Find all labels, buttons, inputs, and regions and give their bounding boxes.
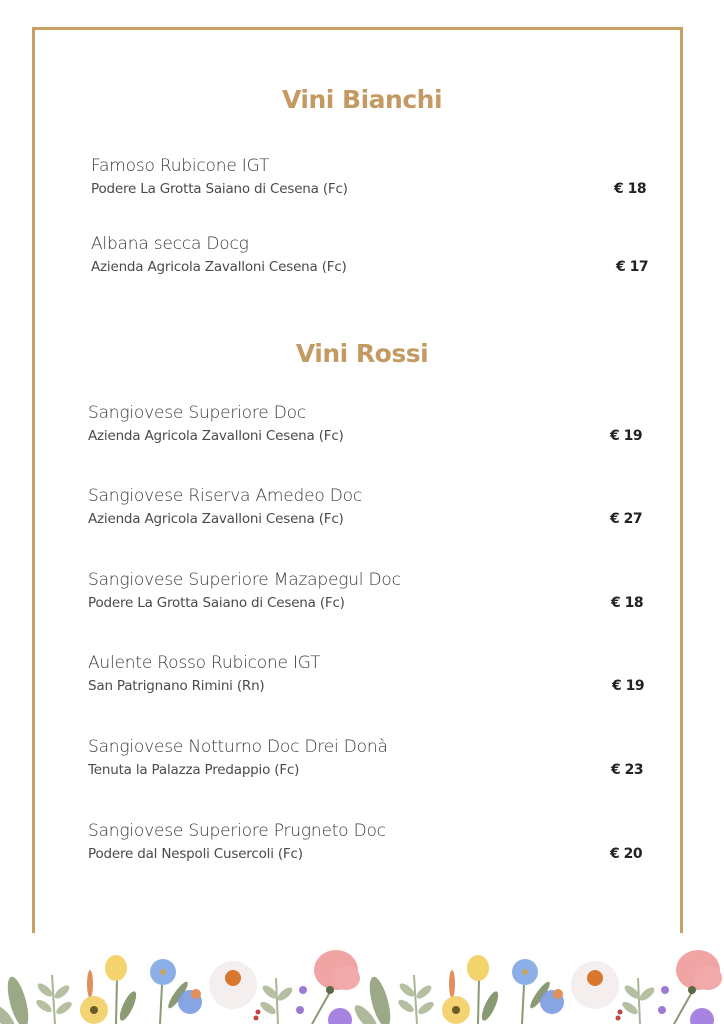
- wine-price: € 19: [612, 678, 645, 694]
- wine-producer: Azienda Agricola Zavalloni Cesena (Fc): [91, 259, 347, 275]
- section-title-vini-rossi: Vini Rossi: [295, 339, 429, 368]
- section-title-vini-bianchi: Vini Bianchi: [281, 85, 443, 114]
- wine-producer: Azienda Agricola Zavalloni Cesena (Fc): [88, 428, 344, 444]
- wine-producer: Podere La Grotta Saiano di Cesena (Fc): [91, 181, 348, 197]
- wine-name: Albana secca Docg: [91, 234, 249, 254]
- wine-price: € 18: [611, 595, 644, 611]
- wine-price: € 27: [610, 511, 643, 527]
- wine-name: Sangiovese Superiore Doc: [88, 403, 306, 423]
- wine-price: € 23: [611, 762, 644, 778]
- wine-name: Famoso Rubicone IGT: [91, 156, 270, 176]
- wine-name: Sangiovese Riserva Amedeo Doc: [88, 486, 363, 506]
- wine-name: Aulente Rosso Rubicone IGT: [88, 653, 321, 673]
- wine-producer: Tenuta la Palazza Predappio (Fc): [88, 762, 300, 778]
- wine-producer: Podere La Grotta Saiano di Cesena (Fc): [88, 595, 345, 611]
- wine-producer: Podere dal Nespoli Cusercoli (Fc): [88, 846, 303, 862]
- wine-producer: Azienda Agricola Zavalloni Cesena (Fc): [88, 511, 344, 527]
- wine-producer: San Patrignano Rimini (Rn): [88, 678, 265, 694]
- wine-price: € 18: [614, 181, 647, 197]
- flower-border-icon: [0, 940, 724, 1024]
- wine-price: € 19: [610, 428, 643, 444]
- wine-name: Sangiovese Superiore Prugneto Doc: [88, 821, 386, 841]
- wine-name: Sangiovese Notturno Doc Drei Donà: [88, 737, 388, 757]
- wine-name: Sangiovese Superiore Mazapegul Doc: [88, 570, 401, 590]
- wine-price: € 17: [616, 259, 649, 275]
- wine-price: € 20: [610, 846, 643, 862]
